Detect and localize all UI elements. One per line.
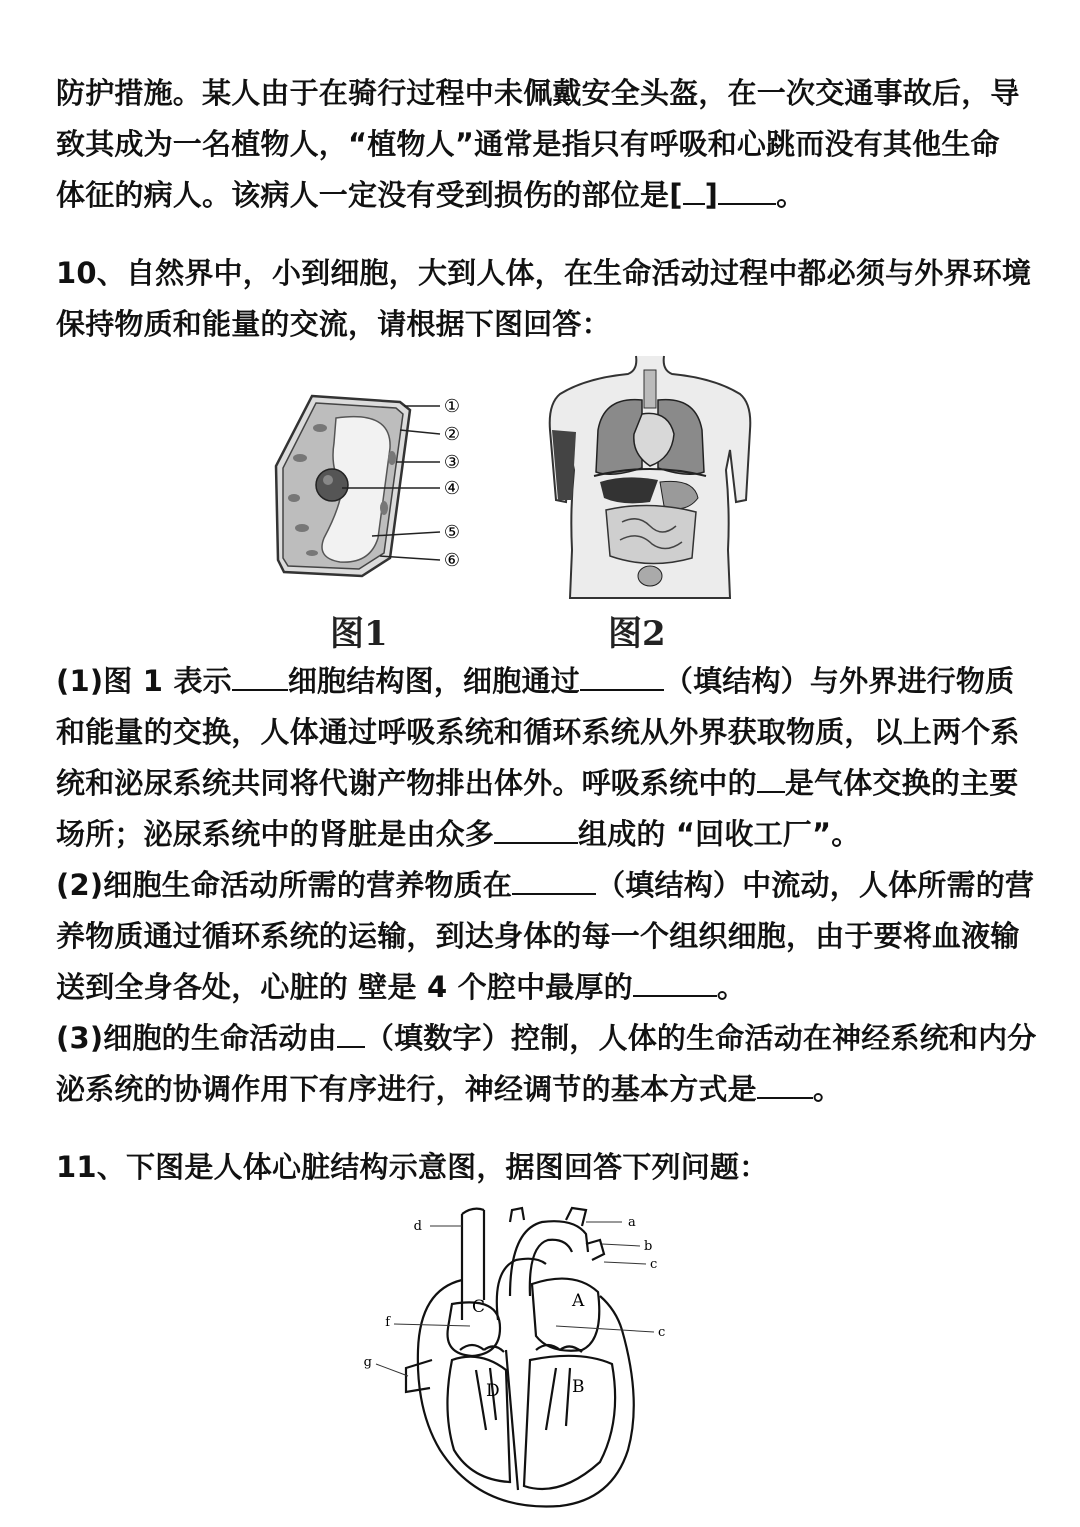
q9-blank-number[interactable]	[683, 173, 705, 205]
leader-f	[394, 1324, 470, 1326]
q10-p2-text-d: 。	[716, 970, 747, 1004]
leader-c-right	[556, 1326, 654, 1332]
fig1-label-2: ②	[443, 424, 461, 445]
heart-label-c-right: c	[658, 1325, 666, 1340]
fig2-human-torso-diagram	[546, 350, 756, 600]
q10-p2-line-2: 养物质通过循环系统的运输，到达身体的每一个组织细胞，由于要将血液输	[56, 919, 1020, 953]
q10-p1-text-g: 组成的 “回收工厂”。	[578, 817, 861, 851]
chloroplast-shape	[293, 454, 307, 462]
fig1-label-5: ⑤	[443, 522, 461, 543]
intestines-shape	[606, 505, 696, 563]
heart-chamber-D: D	[486, 1381, 500, 1401]
tricuspid-valve	[460, 1345, 504, 1352]
trachea-shape	[644, 370, 656, 408]
q9-line-2: 致其成为一名植物人，“植物人”通常是指只有呼吸和心跳而没有其他生命	[56, 127, 1000, 161]
chloroplast-shape	[388, 451, 396, 465]
fig1-label-4: ④	[443, 478, 461, 499]
q10-blank-kidney-unit[interactable]	[494, 812, 578, 844]
pulmonary-artery	[497, 1259, 546, 1320]
q9-line-3-text-a: 体征的病人。该病人一定没有受到损伤的部位是[	[56, 178, 683, 212]
q10-p1-text-d: 统和泌尿系统共同将代谢产物排出体外。呼吸系统中的	[56, 766, 757, 800]
heart-chamber-A: A	[572, 1291, 585, 1311]
q10-p2-text-c: 送到全身各处，心脏的 壁是 4 个腔中最厚的	[56, 970, 633, 1004]
heart-chamber-C: C	[472, 1297, 486, 1317]
heart-label-c-top: c	[650, 1257, 658, 1272]
chloroplast-shape	[380, 501, 388, 515]
fig1-label-6: ⑥	[443, 550, 461, 571]
q10-p2-line-3	[56, 962, 1041, 1013]
q10-blank-thickest-chamber[interactable]	[633, 965, 717, 997]
nucleus-shape	[316, 469, 348, 501]
q10-p3-text-b: （填数字）控制，人体的生命活动在神经系统和内分	[364, 1021, 1037, 1055]
fig1-plant-cell-diagram	[272, 388, 480, 588]
q10-blank-nutrient-structure[interactable]	[512, 863, 596, 895]
chordae-left	[546, 1368, 570, 1430]
heart-label-b: b	[644, 1239, 653, 1254]
q9-blank-name[interactable]	[718, 173, 776, 205]
artery-branch	[510, 1208, 524, 1222]
right-ventricle-shape	[447, 1357, 510, 1482]
q10-p3-text-d: 。	[812, 1072, 843, 1106]
bladder-shape	[638, 566, 662, 586]
q10-p1-text-b: 细胞结构图，细胞通过	[287, 664, 580, 698]
heart-label-g: g	[363, 1355, 372, 1370]
leader-b	[602, 1244, 640, 1246]
heart-chamber-B: B	[572, 1377, 585, 1397]
q10-p2-text-b: （填结构）中流动，人体所需的营	[596, 868, 1035, 902]
liver-shape	[600, 477, 658, 503]
heart-label-f: f	[385, 1315, 390, 1330]
q10-p1-text-c: （填结构）与外界进行物质	[663, 664, 1015, 698]
q10-p1-line-4	[56, 809, 1041, 860]
q10-p3-line-2	[56, 1064, 1041, 1115]
q10-blank-gas-exchange-site[interactable]	[757, 761, 785, 793]
q10-p3-text-c: 泌系统的协调作用下有序进行，神经调节的基本方式是	[56, 1072, 757, 1106]
left-atrium-shape	[532, 1279, 599, 1351]
chloroplast-shape	[306, 550, 318, 556]
q10-intro	[56, 248, 1041, 350]
heart-label-a: a	[628, 1215, 636, 1230]
q10-blank-control-number[interactable]	[337, 1016, 365, 1048]
heart-label-d: d	[413, 1219, 422, 1234]
fig1-caption: 图1	[330, 614, 388, 654]
fig2-caption: 图2	[608, 614, 666, 654]
aortic-arch-inner	[530, 1240, 572, 1296]
q9-line-3	[56, 170, 1041, 221]
fig1-label-1: ①	[443, 396, 461, 417]
q10-blank-structure[interactable]	[580, 659, 664, 691]
q10-p3-text-a: (3)细胞的生命活动由	[56, 1021, 337, 1055]
q10-blank-cell-type[interactable]	[232, 659, 288, 691]
q11-intro	[56, 1142, 1041, 1193]
q9-line-3-text-c: 。	[776, 178, 806, 212]
q11-intro-line: 11、下图是人体心脏结构示意图，据图回答下列问题：	[56, 1150, 769, 1184]
q10-p2-line-1	[56, 860, 1041, 911]
heart-structure-diagram	[360, 1200, 680, 1520]
q9-tail-paragraph	[56, 68, 1041, 221]
q10-intro-line-1: 10、自然界中，小到细胞，大到人体，在生命活动过程中都必须与外界环境	[56, 256, 1032, 290]
q10-intro-line-2: 保持物质和能量的交流，请根据下图回答：	[56, 307, 611, 341]
chloroplast-shape	[295, 524, 309, 532]
q10-p2-text-a: (2)细胞生命活动所需的营养物质在	[56, 868, 513, 902]
q10-p3-line-1	[56, 1013, 1041, 1064]
q10-blank-reflex[interactable]	[757, 1067, 813, 1099]
q10-p1-line-3	[56, 758, 1041, 809]
chloroplast-shape	[313, 424, 327, 432]
q10-p1-text-a: (1)图 1 表示	[56, 664, 232, 698]
q10-p1-text-f: 场所；泌尿系统中的肾脏是由众多	[56, 817, 495, 851]
q9-line-3-text-b: ]	[704, 178, 719, 212]
q10-questions	[56, 656, 1041, 1115]
q10-p1-line-1	[56, 656, 1041, 707]
q10-p1-line-2: 和能量的交换，人体通过呼吸系统和循环系统从外界获取物质，以上两个系	[56, 715, 1020, 749]
leader-c-top	[604, 1262, 646, 1264]
q10-p1-text-e: 是气体交换的主要	[784, 766, 1019, 800]
leader-g	[376, 1364, 408, 1376]
vena-cava-top	[462, 1209, 484, 1214]
q9-line-1: 防护措施。某人由于在骑行过程中未佩戴安全头盔，在一次交通事故后，导	[56, 76, 1020, 110]
fig1-label-3: ③	[443, 452, 461, 473]
chloroplast-shape	[288, 494, 300, 502]
nucleolus-shape	[323, 475, 333, 485]
